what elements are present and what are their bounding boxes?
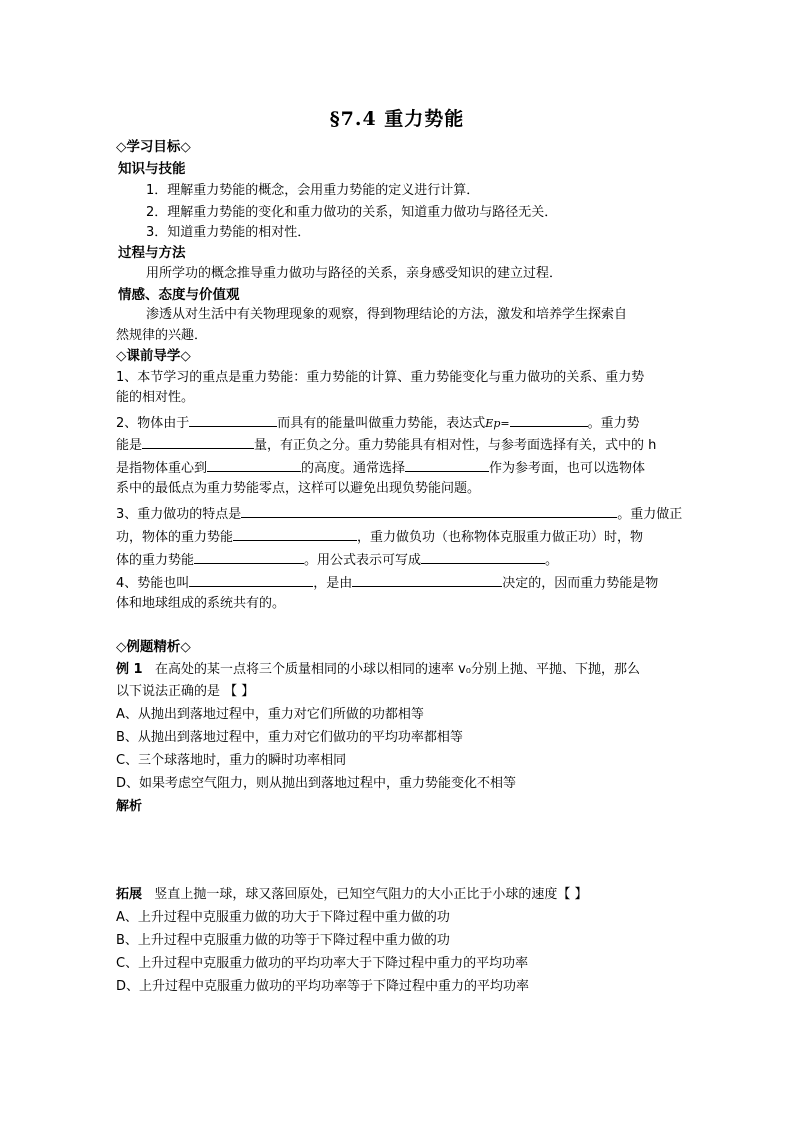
knowledge-item: 3．知道重力势能的相对性． (146, 225, 311, 240)
question-2-line-3: 是指物体重心到 的高度。通常选择 作为参考面，也可以选物体 (116, 457, 645, 478)
extension-option: C、上升过程中克服重力做功的平均功率大于下降过程中重力的平均功率 (116, 956, 529, 971)
example-1-line-2: 以下说法正确的是 【 】 (116, 684, 255, 699)
blank-field[interactable] (189, 412, 277, 427)
question-3-line-1: 3、重力做功的特点是 。重力做正 (116, 503, 682, 524)
question-1: 1、本节学习的重点是重力势能：重力势能的计算、重力势能变化与重力做功的关系、重力势 (116, 370, 645, 385)
blank-field[interactable] (405, 457, 489, 472)
attitude-text: 然规律的兴趣． (116, 328, 208, 343)
question-1: 能的相对性。 (116, 390, 195, 405)
knowledge-item: 2．理解重力势能的变化和重力做功的关系，知道重力做功与路径无关． (146, 205, 558, 220)
blank-field[interactable] (142, 434, 254, 449)
extension-question: 拓展 竖直上抛一球，球又落回原处，已知空气阻力的大小正比于小球的速度【 】 (116, 887, 588, 902)
example-1-line-1: 例 1 在高处的某一点将三个质量相同的小球以相同的速率 v₀分别上抛、平抛、下抛，那么 (116, 662, 641, 677)
blank-field[interactable] (233, 526, 357, 541)
extension-option: A、上升过程中克服重力做的功大于下降过程中重力做的功 (116, 910, 450, 925)
blank-field[interactable] (194, 549, 304, 564)
process-text: 用所学功的概念推导重力做功与路径的关系，亲身感受知识的建立过程． (146, 266, 563, 281)
examples-header: ◇例题精析◇ (116, 639, 191, 655)
blank-field[interactable] (510, 412, 588, 427)
process-header: 过程与方法 (118, 245, 186, 261)
goals-header: ◇学习目标◇ (116, 139, 191, 155)
attitude-text: 渗透从对生活中有关物理现象的观察，得到物理结论的方法，激发和培养学生探索自 (146, 307, 628, 322)
extension-option: B、上升过程中克服重力做的功等于下降过程中重力做的功 (116, 933, 450, 948)
preview-header: ◇课前导学◇ (116, 348, 191, 364)
blank-field[interactable] (352, 572, 502, 587)
question-4-line-1: 4、势能也叫 ，是由 决定的，因而重力势能是物 (116, 572, 658, 593)
blank-field[interactable] (207, 457, 301, 472)
example-1-option: B、从抛出到落地过程中，重力对它们做功的平均功率都相等 (116, 730, 463, 745)
question-2-line-4: 系中的最低点为重力势能零点，这样可以避免出现负势能问题。 (116, 481, 481, 496)
blank-field[interactable] (241, 503, 617, 518)
example-1-option: A、从抛出到落地过程中，重力对它们所做的功都相等 (116, 707, 424, 722)
question-2-line-1: 2、物体由于 而具有的能量叫做重力势能，表达式Ep= 。重力势 (116, 412, 640, 433)
blank-field[interactable] (189, 572, 313, 587)
example-1-option: C、三个球落地时，重力的瞬时功率相同 (116, 753, 347, 768)
page-title: §7.4 重力势能 (329, 108, 465, 130)
extension-option: D、上升过程中克服重力做功的平均功率等于下降过程中重力的平均功率 (116, 979, 530, 994)
blank-field[interactable] (421, 549, 545, 564)
knowledge-item: 1．理解重力势能的概念，会用重力势能的定义进行计算． (146, 183, 480, 198)
attitude-header: 情感、态度与价值观 (118, 287, 240, 303)
question-3-line-3: 体的重力势能 。用公式表示可写成 。 (116, 549, 558, 570)
question-3-line-2: 功，物体的重力势能 ，重力做负功（也称物体克服重力做正功）时，物 (116, 526, 643, 547)
question-2-line-2: 能是 量，有正负之分。重力势能具有相对性，与参考面选择有关，式中的 h (116, 434, 656, 455)
example-1-option: D、如果考虑空气阻力，则从抛出到落地过程中，重力势能变化不相等 (116, 776, 517, 791)
analysis-label: 解析 (116, 799, 143, 814)
knowledge-header: 知识与技能 (118, 161, 186, 177)
question-4-line-2: 体和地球组成的系统共有的。 (116, 596, 286, 611)
